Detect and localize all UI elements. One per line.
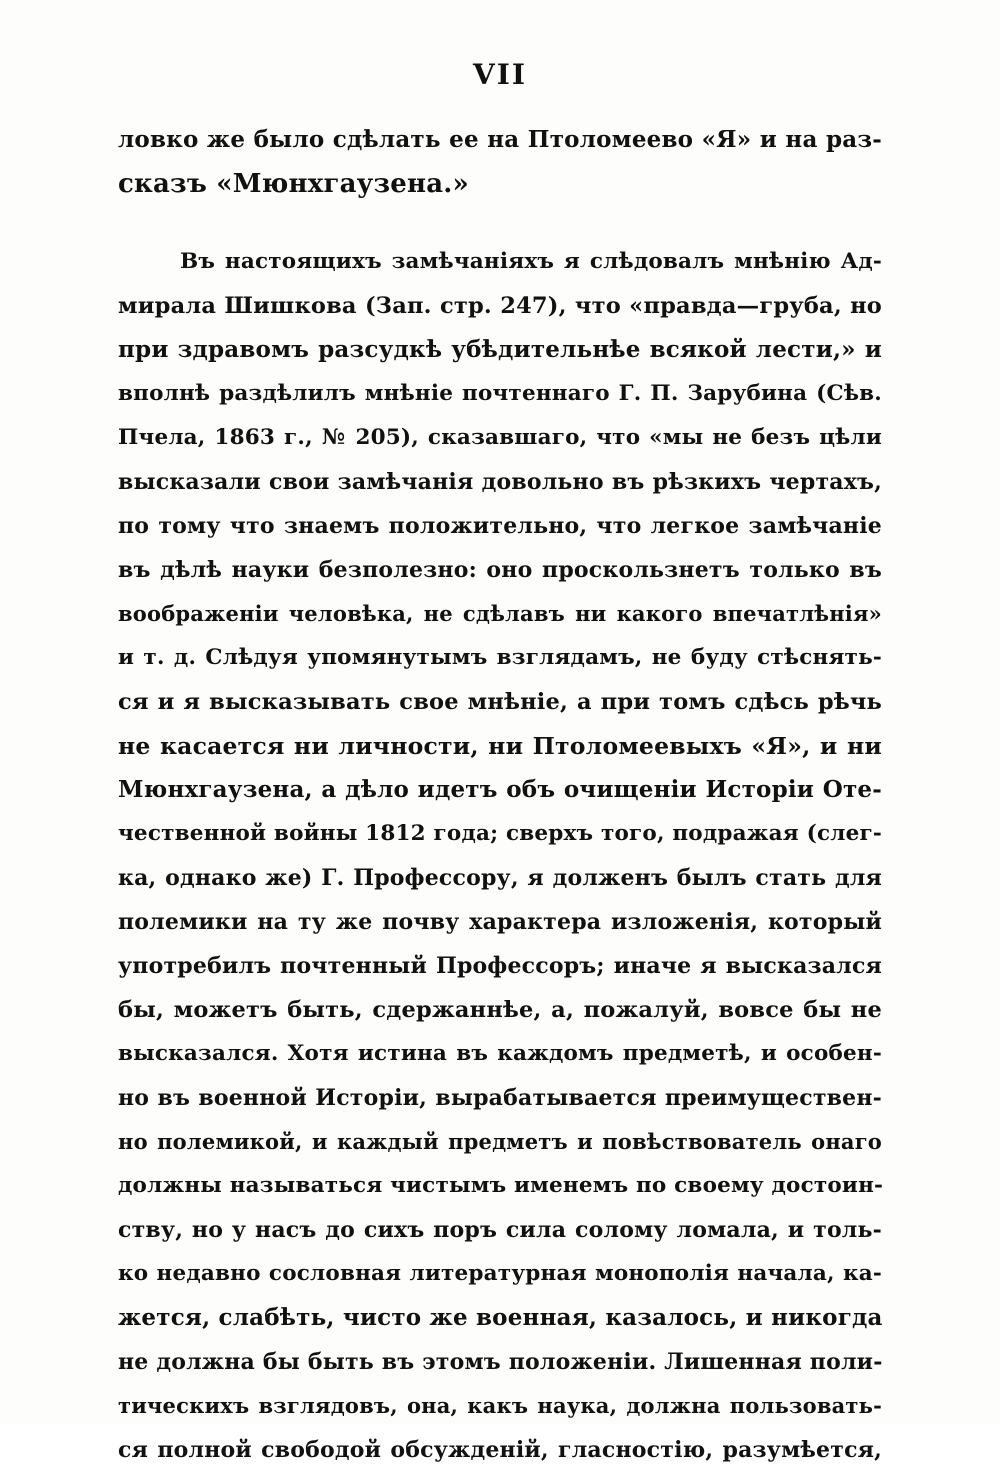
text-line: ся и я высказывать свое мнѣніе, а при томъ сдѣсь рѣчь (118, 689, 882, 715)
text-line: не касается ни личности, ни Птоломеевыхъ «Я», и ни (118, 732, 882, 760)
text-line: вполнѣ раздѣлилъ мнѣніе почтеннаго Г. П. Зарубина (Сѣв. (118, 381, 882, 406)
page-number: VII (473, 58, 527, 91)
text-line: воображеніи человѣка, не сдѣлавъ ни какого впечатлѣнія» (118, 601, 882, 626)
text-line: полемики на ту же почву характера изложенія, который (118, 909, 882, 935)
text-line: въ дѣлѣ науки безполезно: оно проскользнетъ только въ (118, 557, 882, 583)
paragraph (118, 118, 882, 206)
text-line: чественной войны 1812 года; сверхъ того, подражая (слег- (118, 821, 882, 846)
text-line: жется, слабѣть, чисто же военная, казалось, и никогда (118, 1304, 883, 1331)
text-line: ка, однако же) Г. Професcору, я долженъ былъ стать для (118, 865, 882, 891)
text-line: ловко же было сдѣлать ее на Птоломеево «Я» и на раз- (118, 126, 882, 153)
text-line: Въ настоящихъ замѣчаніяхъ я слѣдовалъ мнѣнію Ад- (180, 249, 882, 274)
text-line: Пчела, 1863 г., № 205), сказавшаго, что «мы не безъ цѣли (118, 425, 882, 450)
text-line: бы, можетъ быть, сдержаннѣе, а, пожалуй, вовсе бы не (118, 997, 882, 1023)
text-line: сказъ «Мюнхгаузена.» (118, 169, 470, 199)
text-line: не должна бы быть въ этомъ положеніи. Лишенная поли- (118, 1349, 883, 1375)
text-line: ко недавно сословная литературная монополія начала, ка- (118, 1261, 882, 1286)
text-line: по тому что знаемъ положительно, что легкое замѣчаніе (118, 513, 882, 539)
text-line: ся полной свободой обсужденій, гласностію, разумѣется, (118, 1437, 882, 1463)
text-line: мирала Шишкова (Зап. стр. 247), что «правда—груба, но (118, 293, 882, 319)
text-line: при здравомъ разсудкѣ убѣдительнѣе всякой лести,» и (118, 336, 882, 363)
text-line: и т. д. Слѣдуя упомянутымъ взглядамъ, не буду стѣснять- (118, 645, 882, 670)
text-line: ству, но у насъ до сихъ поръ сила солому ломала, и толь- (118, 1217, 882, 1243)
text-line: высказали свои замѣчанія довольно въ рѣзкихъ чертахъ, (118, 469, 882, 495)
paragraph (118, 240, 882, 1472)
text-line: Мюнхгаузена, а дѣло идетъ объ очищеніи Исторіи Оте- (118, 776, 882, 803)
text-line: высказался. Хотя истина въ каждомъ предметѣ, и особен- (118, 1041, 882, 1066)
text-line: употребилъ почтенный Профессоръ; иначе я высказался (118, 953, 882, 979)
text-line: тическихъ взглядовъ, она, какъ наука, должна пользовать- (118, 1393, 882, 1418)
text-line: должны называться чистымъ именемъ по своему достоин- (118, 1173, 884, 1198)
text-line: но полемикой, и каждый предметъ и повѣствователь онаго (118, 1129, 882, 1154)
text-line: но въ военной Исторіи, вырабатывается преимуществен- (118, 1085, 882, 1111)
